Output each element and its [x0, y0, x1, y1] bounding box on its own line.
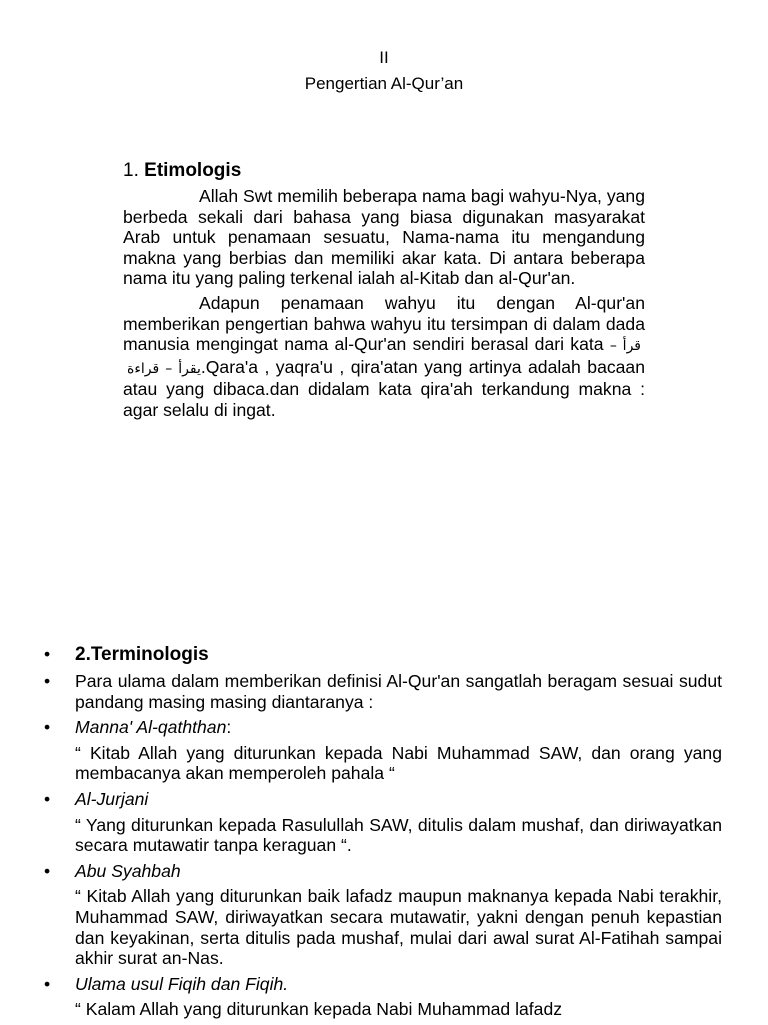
list-item: [44, 974, 722, 995]
bullet-icon: •: [44, 860, 51, 881]
list-item: [44, 671, 722, 712]
section-etimologis: [123, 160, 645, 425]
list-item: [44, 717, 722, 738]
bullet-icon: •: [44, 973, 51, 994]
section-terminologis: [44, 644, 722, 1025]
section-one-title: Etimologis: [144, 160, 242, 181]
definition-quote: “ Kitab Allah yang diturunkan baik lafadz maupun maknanya kepada Nabi terakhir, Muhammad SAW, diriwayatkan secara mutawatir, yakni dengan penuh kepastian dan keyakinan, serta ditulis pada mushaf, mulai dari awal surat Al-Fatihah sampai akhir surat an-Nas.: [75, 886, 722, 969]
section-one-heading: [123, 160, 645, 182]
list-item: [44, 861, 722, 882]
chapter-title: Pengertian Al-Qur’an: [304, 74, 464, 93]
section-one-number: 1.: [123, 160, 139, 181]
definition-quote: “ Yang diturunkan kepada Rasulullah SAW, ditulis dalam mushaf, dan diriwayatkan secara mutawatir tanpa keraguan “.: [75, 814, 722, 856]
etimologis-paragraph-1: [123, 186, 645, 289]
definition-author: Al-Jurjani: [75, 788, 149, 809]
bullet-icon: •: [44, 717, 51, 738]
bullet-icon: •: [44, 671, 51, 691]
definition-author: Manna' Al-qaththan: [75, 717, 227, 738]
bullet-icon: •: [44, 644, 51, 664]
section-two-title: 2.Terminologis: [75, 644, 209, 665]
list-item: [44, 789, 722, 810]
chapter-number: II: [379, 48, 389, 67]
arabic-root-words: قرأ – يقرأ – قراءة: [127, 338, 641, 377]
etimologis-paragraph-1-text: Allah Swt memilih beberapa nama bagi wahyu-Nya, yang berbeda sekali dari bahasa yang biasa digunakan masyarakat Arab untuk penamaan sesuatu, Nama-nama itu mengandung makna yang berbias dan memiliki akar kata. Di antara beberapa nama itu yang paling terkenal ialah al-Kitab dan al-Qur'an.: [123, 186, 645, 289]
etimologis-paragraph-2-text-before: Adapun penamaan wahyu itu dengan Al-qur'an memberikan pengertian bahwa wahyu itu tersimpan di dalam dada manusia mengingat nama al-Qur'an sendiri berasal dari kata: [123, 292, 645, 355]
bullet-icon: •: [44, 788, 51, 809]
section-two-intro: Para ulama dalam memberikan definisi Al-Qur'an sangatlah beragam sesuai sudut pandang masing masing diantaranya :: [75, 671, 722, 712]
definition-author-suffix: :: [226, 717, 232, 738]
definition-author: Ulama usul Fiqih dan Fiqih.: [75, 973, 289, 994]
definition-quote: “ Kitab Allah yang diturunkan kepada Nabi Muhammad SAW, dan orang yang membacanya akan memperoleh pahala “: [75, 742, 722, 784]
definition-quote: “ Kalam Allah yang diturunkan kepada Nabi Muhammad lafadz: [75, 999, 563, 1020]
etimologis-paragraph-2: [123, 293, 645, 421]
list-item: [44, 644, 722, 666]
definition-author: Abu Syahbah: [75, 860, 181, 881]
etimologis-paragraph-2-text-after: .Qara'a , yaqra'u , qira'atan yang artinya adalah bacaan atau yang dibaca.dan didalam kata qira'ah terkandung makna : agar selalu di ingat.: [123, 356, 646, 420]
